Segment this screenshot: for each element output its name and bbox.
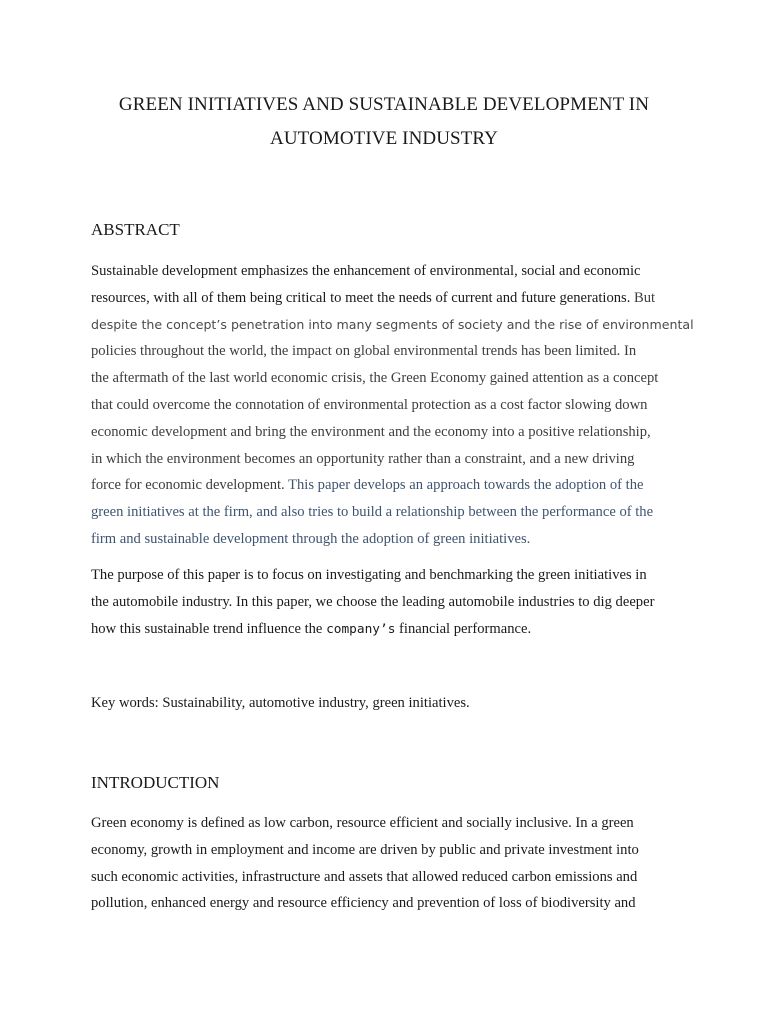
intro-p1-line-4: pollution, enhanced energy and resource efficiency and prevention of loss of biodiversity and <box>91 895 636 912</box>
title-line-2: AUTOMOTIVE INDUSTRY <box>270 128 498 149</box>
abstract-p1-line-11: firm and sustainable development through the adoption of green initiatives. <box>91 530 531 547</box>
abstract-p2-line-3 <box>91 616 691 644</box>
abstract-heading: ABSTRACT <box>91 220 180 239</box>
intro-p1-line-3: such economic activities, infrastructure and assets that allowed reduced carbon emissions and <box>91 868 638 885</box>
abstract-p1-line-7: economic development and bring the environment and the economy into a positive relationship, <box>91 423 651 440</box>
abstract-p2-line-3-text: how this sustainable trend influence the <box>91 620 327 637</box>
intro-p1-line-1: Green economy is defined as low carbon, resource efficient and socially inclusive. In a green <box>91 815 634 831</box>
abstract-p1-line-6: that could overcome the connotation of environmental protection as a cost factor slowing down <box>91 396 648 413</box>
keywords-text: Key words: Sustainability, automotive industry, green initiatives. <box>91 695 470 711</box>
abstract-p1-line-4: policies throughout the world, the impact on global environmental trends has been limited. In <box>91 343 637 360</box>
abstract-p2-line-2: the automobile industry. In this paper, we choose the leading automobile industries to dig deeper <box>91 593 655 610</box>
introduction-paragraph-1 <box>91 810 691 917</box>
abstract-p1-line-2-text: resources, with all of them being critical to meet the needs of current and future generations. <box>91 289 631 306</box>
abstract-p1-line-9-text: force for economic development. <box>91 477 285 494</box>
abstract-p1-line-2 <box>91 285 691 312</box>
keywords <box>91 690 691 717</box>
abstract-p1-line-9-tail: This paper develops an approach towards the adoption of the <box>284 477 644 494</box>
abstract-p2-line-3-tail: financial performance. <box>395 620 532 637</box>
abstract-paragraph-2 <box>91 562 691 643</box>
abstract-p1-line-8: in which the environment becomes an opportunity rather than a constraint, and a new driving <box>91 450 635 467</box>
abstract-p1-line-9 <box>91 472 691 499</box>
abstract-p1-line-3: despite the concept’s penetration into many segments of society and the rise of environmental <box>91 316 694 332</box>
abstract-paragraph-1 <box>91 258 694 553</box>
abstract-p1-line-1: Sustainable development emphasizes the enhancement of environmental, social and economic <box>91 263 641 279</box>
title-line-1: GREEN INITIATIVES AND SUSTAINABLE DEVELOPMENT IN <box>118 94 650 115</box>
abstract-p1-line-10: green initiatives at the firm, and also tries to build a relationship between the performance of the <box>91 504 654 521</box>
abstract-p2-company-word: company’s <box>326 621 396 637</box>
paper-title <box>60 88 708 156</box>
intro-p1-line-2: economy, growth in employment and income are driven by public and private investment into <box>91 841 639 858</box>
abstract-p2-line-1: The purpose of this paper is to focus on investigating and benchmarking the green initiatives in <box>91 567 647 583</box>
abstract-p1-line-5: the aftermath of the last world economic crisis, the Green Economy gained attention as a concept <box>91 370 659 387</box>
abstract-p1-line-2-tail: But <box>630 289 656 306</box>
introduction-heading: INTRODUCTION <box>91 773 220 792</box>
